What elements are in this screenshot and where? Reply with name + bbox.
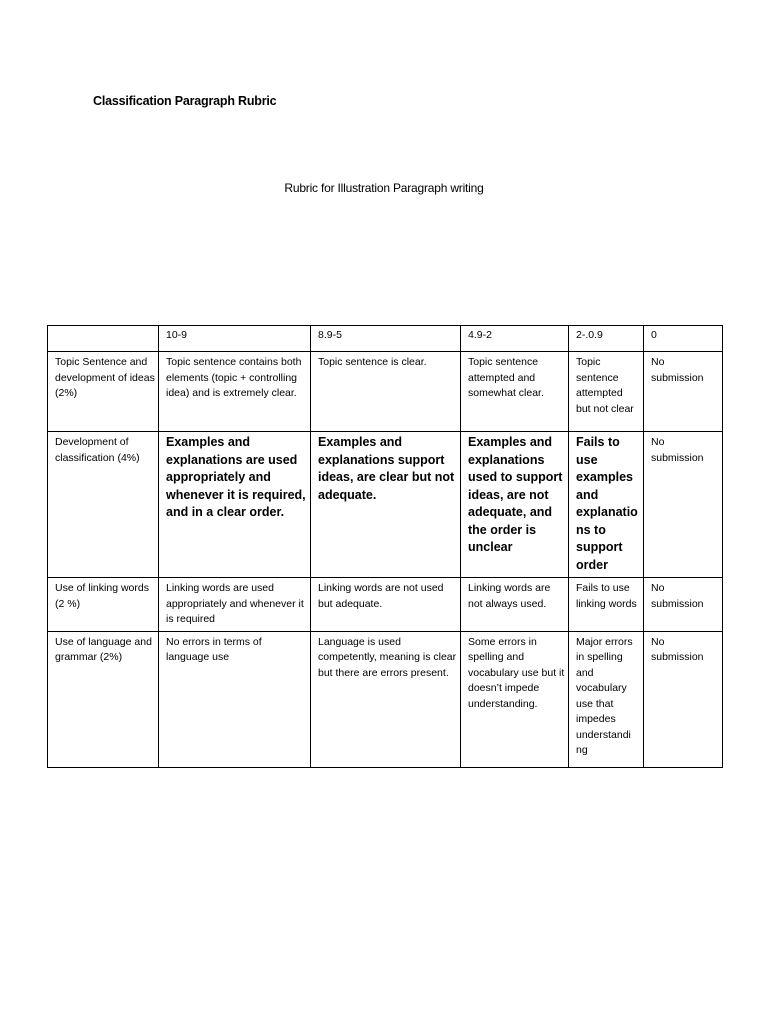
- header-cell: 2-.0.9: [569, 326, 644, 352]
- table-row: [48, 432, 723, 578]
- table-cell: No submission: [644, 432, 723, 578]
- table-cell: Topic sentence is clear.: [311, 352, 461, 432]
- header-cell: 4.9-2: [461, 326, 569, 352]
- table-cell: Fails to use examples and explanatio ns to support order: [569, 432, 644, 578]
- table-cell: Examples and explanations used to support ideas, are not adequate, and the order is unclear: [461, 432, 569, 578]
- criterion-cell: Use of language and grammar (2%): [48, 631, 159, 767]
- table-row: [48, 631, 723, 767]
- header-cell: 10-9: [159, 326, 311, 352]
- table-cell: Topic sentence contains both elements (topic + controlling idea) and is extremely clear.: [159, 352, 311, 432]
- criterion-cell: Development of classification (4%): [48, 432, 159, 578]
- table-header-row: [48, 326, 723, 352]
- criterion-cell: Use of linking words (2 %): [48, 578, 159, 632]
- table-cell: No errors in terms of language use: [159, 631, 311, 767]
- table-cell: Topic sentence attempted and somewhat clear.: [461, 352, 569, 432]
- table-cell: Topic sentence attempted but not clear: [569, 352, 644, 432]
- table-cell: Linking words are used appropriately and whenever it is required: [159, 578, 311, 632]
- table-cell: Examples and explanations are used appropriately and whenever it is required, and in a clear order.: [159, 432, 311, 578]
- table-cell: Linking words are not always used.: [461, 578, 569, 632]
- document-subtitle: Rubric for Illustration Paragraph writing: [284, 181, 484, 195]
- header-cell: 8.9-5: [311, 326, 461, 352]
- table-cell: No submission: [644, 578, 723, 632]
- table-cell: No submission: [644, 631, 723, 767]
- header-cell: [48, 326, 159, 352]
- table-cell: Fails to use linking words: [569, 578, 644, 632]
- table-row: [48, 578, 723, 632]
- table-cell: Major errors in spelling and vocabulary use that impedes understandi ng: [569, 631, 644, 767]
- table-cell: Examples and explanations support ideas, are clear but not adequate.: [311, 432, 461, 578]
- rubric-table: [47, 325, 723, 768]
- document-title: Classification Paragraph Rubric: [93, 94, 277, 108]
- table-row: [48, 352, 723, 432]
- header-cell: 0: [644, 326, 723, 352]
- table-cell: Some errors in spelling and vocabulary use but it doesn’t impede understanding.: [461, 631, 569, 767]
- table-cell: No submission: [644, 352, 723, 432]
- criterion-cell: Topic Sentence and development of ideas (2%): [48, 352, 159, 432]
- table-cell: Linking words are not used but adequate.: [311, 578, 461, 632]
- table-cell: Language is used competently, meaning is clear but there are errors present.: [311, 631, 461, 767]
